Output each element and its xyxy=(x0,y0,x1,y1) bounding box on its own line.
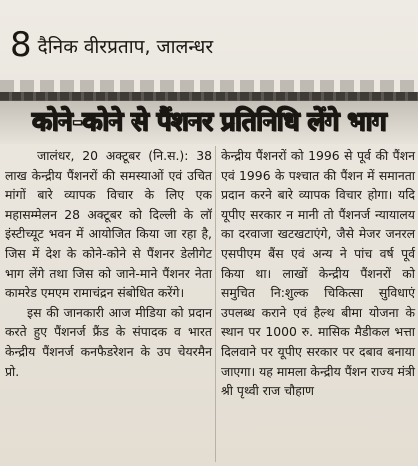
column-divider xyxy=(215,146,216,462)
article-paragraph: इस की जानकारी आज मीडिया को प्रदान करते हुए पैंशनर्ज फ्रैंड के संपादक व भारत केन्द्रीय पैंशनर्ज कनफैडरेशन के उप चेयरमैन प्रो. xyxy=(5,304,212,379)
newspaper-name: दैनिक वीरप्रताप, xyxy=(37,36,151,58)
masthead xyxy=(10,22,214,65)
bleed-through-text xyxy=(0,80,418,92)
article-paragraph: जालंधर, 20 अक्टूबर (नि.स.): 38 लाख केन्द्रीय पैंशनरों की समस्याओं एवं उचित मांगों बारे व्यापक विचार के लिए एक महासम्मेलन 28 अक्टूबर को दिल्ली के लॉ इंस्टीच्यूट भवन में आयोजित किया जा रहा है, जिस में देश के कोने-कोने से पैंशनर डेलीगेट भाग लेंगे तथा जिस को जाने-माने पैंशनर नेता कामरेड एमएम रामाचंद्रन संबोधित करेंगे। xyxy=(5,148,212,301)
article-paragraph: केन्द्रीय पैंशनरों को 1996 से पूर्व की पैंशन एवं 1996 के पश्चात की पैंशन में समानता प्रदान करने बारे व्यापक विचार होगा। यदि यूपीए सरकार न मानी तो पैंशनर्ज न्यायालय का दरवाजा खटखटाएंगे, जैसे मेजर जनरल एसपीएम बैंस एवं अन्य ने पांच वर्ष पूर्व किया था। लाखों केन्द्रीय पैंशनरों को समुचित नि:शुल्क चिकित्सा सुविधाएं उपलब्ध कराने एवं हैल्थ बीमा योजना के स्थान पर 1000 रु. मासिक मैडीकल भत्ता दिलवाने पर यूपीए सरकार पर दबाव बनाया जाएगा। यह मामला केन्द्रीय पैंशन राज्य मंत्री श्री पृथ्वी राज चौहाण xyxy=(221,148,415,399)
article-column-right xyxy=(221,146,415,401)
newspaper-city: जालन्धर xyxy=(156,36,214,58)
page-number: 8 xyxy=(10,25,32,65)
article-headline: कोने-कोने से पैंशनर प्रतिनिधि लेंगे भाग xyxy=(0,100,418,144)
article-column-left xyxy=(5,146,212,381)
